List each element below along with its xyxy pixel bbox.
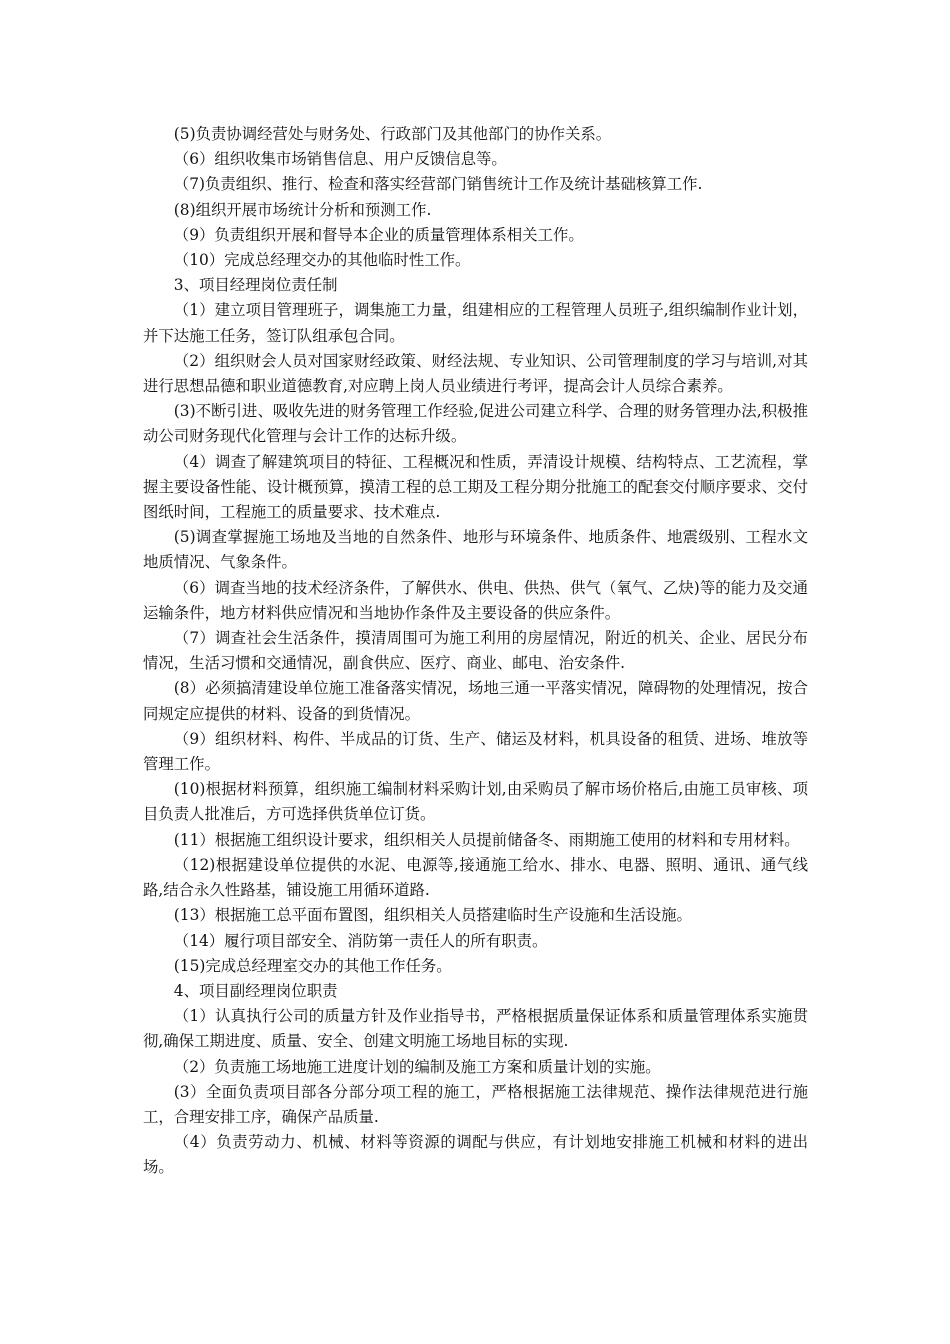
paragraph: （9）组织材料、构件、半成品的订货、生产、储运及材料，机具设备的租赁、进场、堆放等管理工作。 [143,729,808,774]
paragraph: (8）必须搞清建设单位施工准备落实情况，场地三通一平落实情况，障碍物的处理情况，按合同规定应提供的材料、设备的到货情况。 [143,679,808,723]
paragraph: (5)调查掌握施工场地及当地的自然条件、地形与环境条件、地质条件、地震级别、工程水文地质情况、气象条件。 [143,528,808,572]
document-body [143,122,808,1181]
paragraph: （6）调查当地的技术经济条件，了解供水、供电、供热、供气（氧气、乙炔)等的能力及交通运输条件，地方材料供应情况和当地协作条件及主要设备的供应条件。 [143,578,808,622]
paragraph: (5)负责协调经营处与财务处、行政部门及其他部门的协作关系。 [173,125,612,143]
paragraph: （12)根据建设单位提供的水泥、电源等,接通施工给水、排水、电器、照明、通讯、通气线路,结合永久性路基，铺设施工用循环道路. [143,855,808,900]
paragraph: （7)负责组织、推行、检查和落实经营部门销售统计工作及统计基础核算工作. [173,175,703,194]
paragraph: (11）根据施工组织设计要求，组织相关人员提前储备冬、雨期施工使用的材料和专用材料。 [173,830,800,849]
section-heading: 4、项目副经理岗位职责 [173,981,338,1000]
paragraph: （6）组织收集市场销售信息、用户反馈信息等。 [173,150,507,169]
paragraph: （9）负责组织开展和督导本企业的质量管理体系相关工作。 [173,225,584,244]
paragraph: （1）认真执行公司的质量方针及作业指导书，严格根据质量保证体系和质量管理体系实施贯彻,确保工期进度、质量、安全、创建文明施工场地目标的实现. [143,1007,808,1051]
paragraph: (8)组织开展市场统计分析和预测工作. [173,200,432,219]
paragraph: (3）全面负责项目部各分部分项工程的施工，严格根据施工法律规范、操作法律规范进行施工，合理安排工序，确保产品质量. [143,1082,808,1126]
paragraph: （1）建立项目管理班子，调集施工力量，组建相应的工程管理人员班子,组织编制作业计划，并下达施工任务，签订队组承包合同。 [143,301,808,345]
paragraph: (13）根据施工总平面布置图，组织相关人员搭建临时生产设施和生活设施。 [173,906,692,925]
paragraph: (3)不断引进、吸收先进的财务管理工作经验,促进公司建立科学、合理的财务管理办法,积极推动公司财务现代化管理与会计工作的达标升级。 [143,402,808,446]
paragraph: （2）负责施工场地施工进度计划的编制及施工方案和质量计划的实施。 [173,1057,661,1076]
paragraph: （10）完成总经理交办的其他临时性工作。 [173,251,471,270]
paragraph: （4）负责劳动力、机械、材料等资源的调配与供应，有计划地安排施工机械和材料的进出场。 [143,1133,808,1177]
paragraph: (10)根据材料预算，组织施工编制材料采购计划,由采购员了解市场价格后,由施工员审核、项目负责人批准后，方可选择供货单位订货。 [143,780,808,824]
paragraph: （2）组织财会人员对国家财经政策、财经法规、专业知识、公司管理制度的学习与培训,对其进行思想品德和职业道德教育,对应聘上岗人员业绩进行考评，提高会计人员综合素养。 [143,351,808,396]
paragraph: （4）调查了解建筑项目的特征、工程概况和性质，弄清设计规模、结构特点、工艺流程，掌握主要设备性能、设计概预算，摸清工程的总工期及工程分期分批施工的配套交付顺序要求、交付图纸时间，工程施工的质量要求、技术难点. [143,452,808,522]
section-heading: 3、项目经理岗位责任制 [173,276,338,295]
paragraph: （7）调查社会生活条件，摸清周围可为施工利用的房屋情况，附近的机关、企业、居民分布情况，生活习惯和交通情况，副食供应、医疗、商业、邮电、治安条件. [143,629,808,673]
paragraph: （14）履行项目部安全、消防第一责任人的所有职责。 [173,931,548,950]
paragraph: (15)完成总经理室交办的其他工作任务。 [173,956,452,975]
